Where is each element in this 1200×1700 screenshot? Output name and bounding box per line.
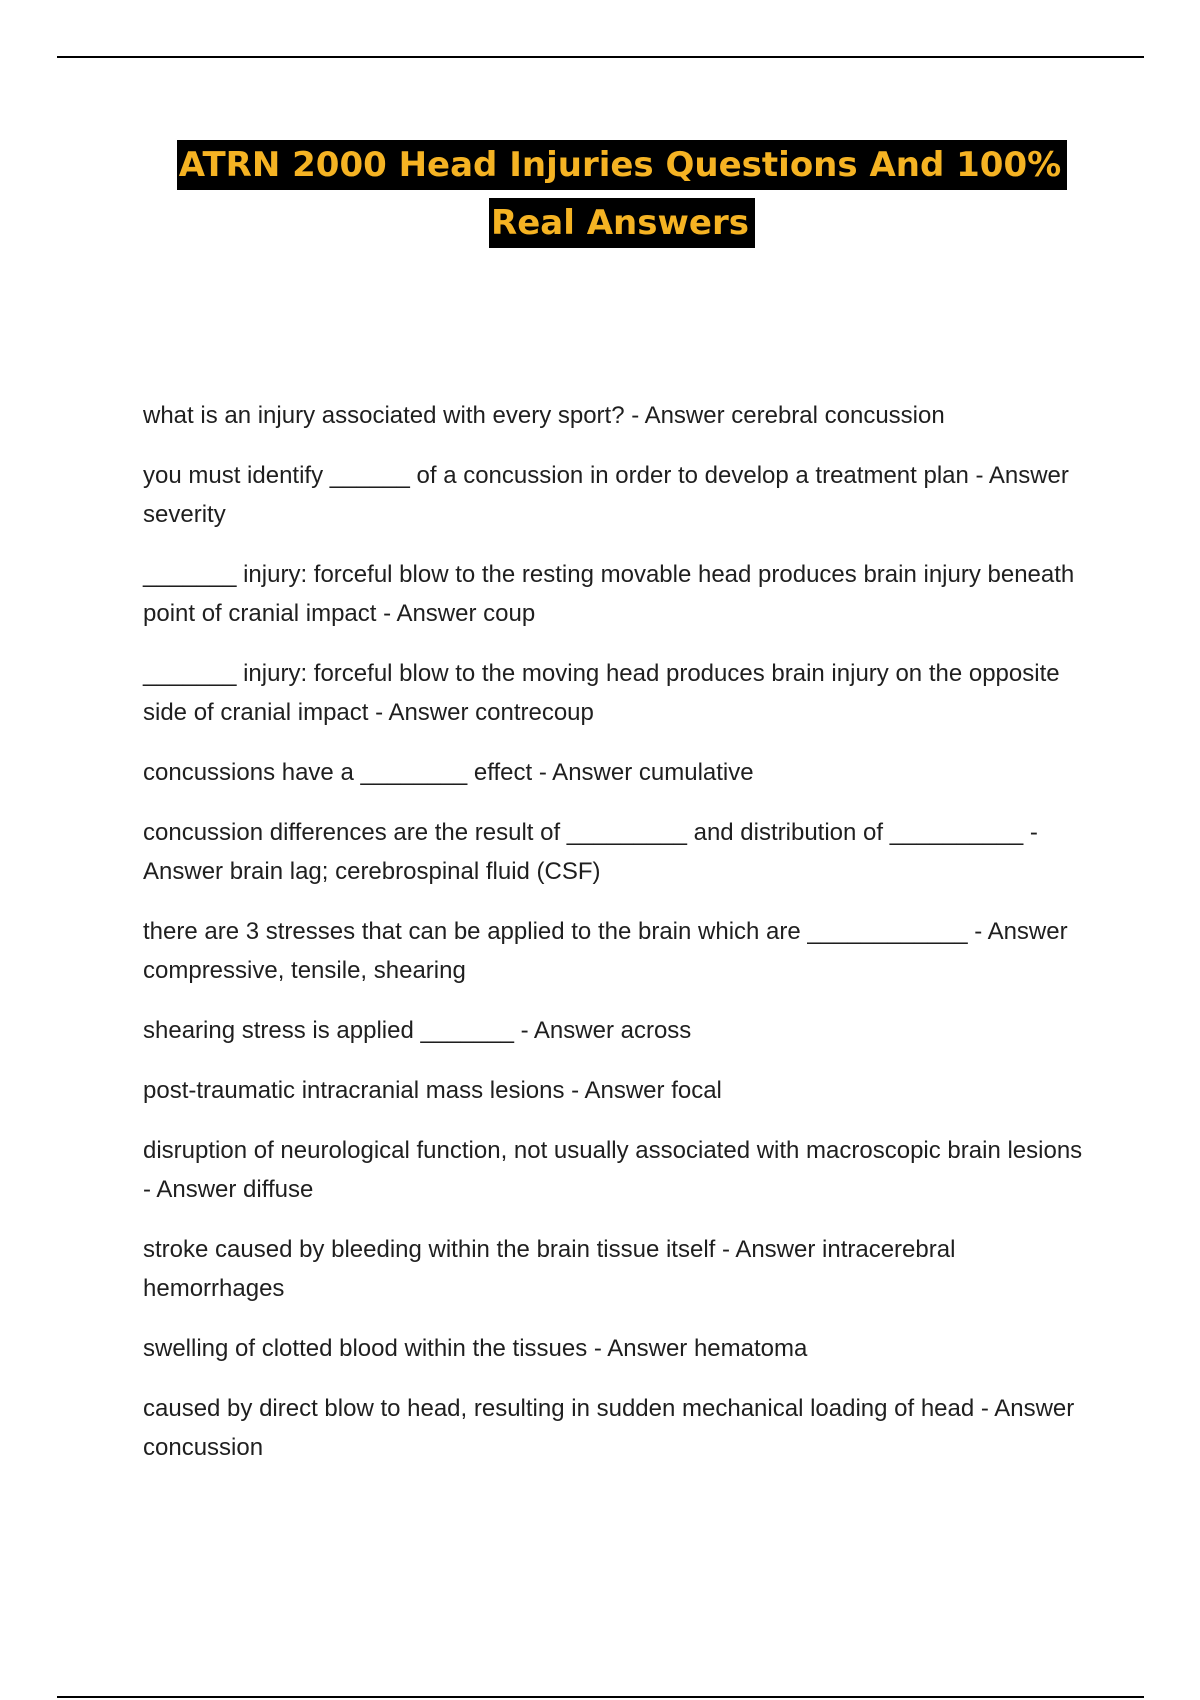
- bottom-divider: [57, 1696, 1144, 1698]
- qa-item: shearing stress is applied _______ - Answer across: [143, 1017, 692, 1044]
- qa-item: what is an injury associated with every sport? - Answer cerebral concussion: [143, 402, 945, 429]
- document-title: [57, 140, 1187, 256]
- qa-item: concussions have a ________ effect - Answer cumulative: [143, 759, 754, 786]
- qa-item: caused by direct blow to head, resulting in sudden mechanical loading of head - Answer concussion: [143, 1395, 1075, 1461]
- qa-item: you must identify ______ of a concussion in order to develop a treatment plan - Answer severity: [143, 462, 1069, 528]
- qa-item: concussion differences are the result of _________ and distribution of __________ - Answer brain lag; cerebrospinal fluid (CSF): [143, 819, 1038, 885]
- qa-list: [143, 396, 1088, 1488]
- qa-item: disruption of neurological function, not usually associated with macroscopic brain lesions - Answer diffuse: [143, 1137, 1083, 1203]
- qa-item: post-traumatic intracranial mass lesions - Answer focal: [143, 1077, 722, 1104]
- qa-item: stroke caused by bleeding within the brain tissue itself - Answer intracerebral hemorrhages: [143, 1236, 956, 1302]
- top-divider: [57, 56, 1144, 58]
- qa-item: _______ injury: forceful blow to the moving head produces brain injury on the opposite side of cranial impact - Answer contrecoup: [143, 660, 1060, 726]
- title-line-2: Real Answers: [489, 198, 755, 248]
- qa-item: _______ injury: forceful blow to the resting movable head produces brain injury beneath point of cranial impact - Answer coup: [143, 561, 1075, 627]
- title-line-1: ATRN 2000 Head Injuries Questions And 100%: [177, 140, 1067, 190]
- qa-item: swelling of clotted blood within the tissues - Answer hematoma: [143, 1335, 808, 1362]
- qa-item: there are 3 stresses that can be applied to the brain which are ____________ - Answer compressive, tensile, shearing: [143, 918, 1068, 984]
